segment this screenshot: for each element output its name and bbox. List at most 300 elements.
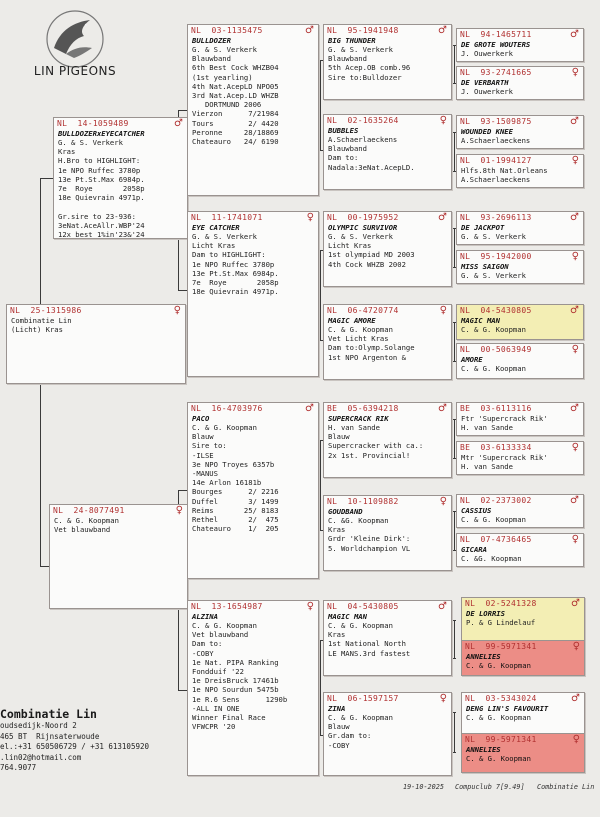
card-line: 3e NPO Troyes 6357b: [192, 459, 275, 469]
card-line: VFWCPR '20: [192, 722, 236, 732]
ring-number: [191, 213, 263, 223]
card-line: -COBY: [192, 648, 214, 658]
card-line: C. & G. Koopman: [466, 713, 531, 722]
bird-name: BUBBLES: [328, 126, 359, 135]
bird-name: OLYMPIC SURVIVOR: [328, 223, 398, 232]
bird-name: MISS SAIGON: [461, 262, 509, 271]
ring-id: 06-4720774: [347, 306, 399, 315]
card-line: Blauw: [328, 722, 350, 732]
bird-name: BULLDOZER: [192, 36, 231, 45]
connector-line: [452, 712, 456, 713]
card-line: Licht Kras: [328, 241, 372, 251]
card-line: G. & S. Verkerk: [328, 232, 393, 241]
pedigree-card[interactable]: [461, 733, 585, 773]
ring-number: [465, 599, 537, 609]
ring-id: 03-6113116: [480, 404, 532, 413]
pedigree-card[interactable]: [187, 211, 319, 377]
pedigree-card[interactable]: [323, 114, 452, 190]
ring-id: 03-1135475: [211, 26, 263, 35]
pedigree-card[interactable]: [187, 402, 319, 579]
connector-line: [454, 511, 455, 550]
card-line: Combinatie Lin: [11, 316, 72, 325]
female-icon: ♀: [175, 505, 183, 516]
card-line: LE MANS.3rd fastest: [328, 648, 411, 658]
ring-number: [460, 404, 532, 414]
card-line: Gr.sire to 23-936:: [58, 211, 136, 221]
card-header: [457, 495, 583, 506]
card-header: [462, 598, 584, 609]
female-icon: ♀: [572, 641, 580, 652]
card-line: 3eNat.AceAllr.WBP'24: [58, 220, 145, 230]
card-line: 4th Cock WHZB 2002: [328, 259, 406, 269]
connector-line: [452, 620, 456, 621]
card-line: C. & G. Koopman: [192, 621, 257, 630]
pedigree-card[interactable]: [456, 304, 584, 340]
card-line: Licht Kras: [192, 241, 236, 251]
country-code: BE: [460, 443, 471, 452]
ring-id: 02-5241328: [485, 599, 537, 608]
connector-line: [454, 322, 455, 361]
pedigree-card[interactable]: [456, 28, 584, 62]
card-line: 1st National North: [328, 639, 406, 649]
connector-line: [40, 178, 53, 179]
connector-line: [178, 290, 187, 291]
footer-owner: Combinatie Lin: [537, 783, 595, 791]
bird-name: MAGIC MAN: [328, 612, 367, 621]
card-line: Hlfs.8th Nat.Orleans: [461, 166, 548, 175]
card-header: [462, 734, 584, 745]
ring-id: 02-1635264: [347, 116, 399, 125]
card-header: [324, 115, 451, 126]
ring-number: [460, 496, 532, 506]
card-line: Fondduif '22: [192, 667, 244, 677]
female-icon: ♀: [439, 115, 447, 126]
country-code: NL: [465, 694, 476, 703]
bird-name: BIG THUNDER: [328, 36, 376, 45]
female-icon: ♀: [439, 693, 447, 704]
card-line: 1e DreisBruck 17461b: [192, 676, 279, 686]
ring-number: [327, 116, 399, 126]
pedigree-card[interactable]: [323, 495, 452, 571]
female-icon: ♀: [306, 212, 314, 223]
connector-line: [454, 228, 455, 267]
card-line: 14e Arlon 16181b: [192, 478, 262, 488]
card-line: Bourges 2/ 2216: [192, 487, 279, 497]
card-header: [324, 496, 451, 507]
card-header: [457, 403, 583, 414]
pedigree-card[interactable]: [53, 117, 188, 239]
card-line: Duffel 3/ 1499: [192, 496, 279, 506]
country-code: NL: [327, 306, 338, 315]
card-line: 1e NPO Ruffec 3780p: [58, 165, 141, 175]
country-code: NL: [460, 30, 471, 39]
female-icon: ♀: [571, 442, 579, 453]
card-line: 13e Pt.St.Max 6984p.: [58, 174, 145, 184]
connector-line: [178, 490, 187, 491]
ring-number: [460, 30, 532, 40]
card-line: 7e Roye 2058p: [58, 184, 145, 194]
bird-name: ANNELIES: [466, 652, 501, 661]
country-code: NL: [327, 26, 338, 35]
bird-name: WOUNDED KNEE: [461, 127, 513, 136]
card-line: 18e Quievrain 4971p.: [192, 287, 279, 297]
ring-number: [53, 506, 125, 516]
pedigree-card[interactable]: [187, 600, 319, 776]
pedigree-card[interactable]: [461, 640, 585, 676]
card-header: [324, 305, 451, 316]
ring-number: [327, 497, 399, 507]
card-line: A.Schaerlaeckens: [461, 175, 531, 185]
owner-line: .lin02@hotmail.com: [0, 752, 82, 762]
card-line: Kras: [328, 630, 346, 640]
card-line: Dam to HIGHLIGHT:: [192, 250, 266, 260]
card-line: C. & G. Koopman: [461, 364, 526, 373]
male-icon: ♂: [438, 601, 447, 612]
card-header: [7, 305, 185, 316]
bird-name: DE VERBARTH: [461, 78, 509, 87]
card-header: [188, 25, 318, 36]
ring-number: [460, 117, 532, 127]
card-line: 13e Pt.St.Max 6984p.: [192, 268, 279, 278]
card-header: [457, 442, 583, 453]
card-line: C. & G. Koopman: [461, 325, 526, 334]
pedigree-card[interactable]: [323, 24, 452, 100]
male-icon: ♂: [438, 403, 447, 414]
card-line: -COBY: [328, 740, 350, 750]
card-line: C. & G. Koopman: [466, 754, 531, 763]
pigeon-icon: [30, 8, 120, 70]
ring-id: 07-4736465: [480, 535, 532, 544]
ring-number: [327, 602, 399, 612]
owner-line: 465 BT Rijnsaterwoude: [0, 731, 100, 741]
pedigree-card[interactable]: [323, 402, 452, 478]
female-icon: ♀: [572, 734, 580, 745]
female-icon: ♀: [306, 601, 314, 612]
card-line: 6th Best Cock WHZB04: [192, 63, 279, 73]
card-line: H. van Sande: [461, 462, 513, 472]
ring-id: 95-1942000: [480, 252, 532, 261]
ring-id: 14-1059489: [77, 119, 129, 128]
card-line: 7e Roye 2058p: [192, 278, 279, 288]
card-line: 1e NPO Ruffec 3780p: [192, 259, 275, 269]
pedigree-card[interactable]: [456, 66, 584, 100]
connector-line: [452, 658, 456, 659]
connector-line: [454, 45, 455, 83]
pedigree-card[interactable]: [49, 504, 188, 609]
connector-line: [320, 60, 321, 150]
country-code: NL: [53, 506, 64, 515]
ring-id: 99-5971341: [485, 642, 537, 651]
ring-number: [327, 213, 399, 223]
ring-number: [460, 213, 532, 223]
country-code: NL: [460, 252, 471, 261]
male-icon: ♂: [570, 403, 579, 414]
pedigree-card[interactable]: [456, 115, 584, 149]
card-line: C. & G. Koopman: [328, 325, 393, 334]
bird-name: DENG LIN'S FAVOURIT: [466, 704, 549, 713]
male-icon: ♂: [570, 212, 579, 223]
ring-id: 93-2741665: [480, 68, 532, 77]
card-line: Dam to:Olymp.Solange: [328, 343, 415, 353]
card-header: [462, 693, 584, 704]
pedigree-card[interactable]: [456, 533, 584, 567]
ring-number: [10, 306, 82, 316]
card-line: Vet Licht Kras: [328, 334, 389, 344]
ring-id: 01-1994127: [480, 156, 532, 165]
country-code: NL: [327, 602, 338, 611]
female-icon: ♀: [173, 305, 181, 316]
pedigree-card[interactable]: [456, 154, 584, 188]
bird-name: ANNELIES: [466, 745, 501, 754]
connector-line: [40, 566, 49, 567]
owner-line: 764.9077: [0, 763, 37, 773]
bird-name: SUPERCRACK RIK: [328, 414, 389, 423]
owner-line: el.:+31 650506729 / +31 613105920: [0, 742, 150, 752]
pedigree-card[interactable]: [323, 211, 452, 287]
pedigree-card[interactable]: [323, 692, 452, 776]
connector-line: [454, 620, 455, 658]
ring-number: [327, 694, 399, 704]
female-icon: ♀: [571, 155, 579, 166]
country-code: NL: [465, 735, 476, 744]
card-line: Blauwband: [192, 54, 231, 64]
bird-name: GOUDBAND: [328, 507, 363, 516]
country-code: NL: [57, 119, 68, 128]
country-code: NL: [460, 117, 471, 126]
ring-id: 24-8077491: [73, 506, 125, 515]
bird-name: ZINA: [328, 704, 346, 713]
card-line: Vet blauwband: [54, 525, 111, 535]
connector-line: [320, 440, 321, 530]
ring-id: 02-2373002: [480, 496, 532, 505]
ring-number: [327, 26, 399, 36]
card-line: G. & S. Verkerk: [192, 45, 257, 54]
connector-line: [454, 132, 455, 171]
pedigree-card[interactable]: [456, 211, 584, 245]
ring-number: [460, 68, 532, 78]
ring-id: 03-6133334: [480, 443, 532, 452]
male-icon: ♂: [570, 495, 579, 506]
female-icon: ♀: [439, 305, 447, 316]
card-line: C. & G. Koopman: [328, 713, 393, 722]
card-line: Peronne 28/18869: [192, 127, 279, 137]
connector-line: [320, 250, 321, 340]
card-line: 1st olympiad MD 2003: [328, 250, 415, 260]
card-header: [457, 116, 583, 127]
male-icon: ♂: [571, 693, 580, 704]
card-header: [462, 641, 584, 652]
bird-name: MAGIC MAN: [461, 316, 500, 325]
card-line: Vierzon 7/21984: [192, 109, 279, 119]
card-line: Blauwband: [328, 54, 367, 64]
ring-id: 93-1509875: [480, 117, 532, 126]
card-header: [324, 601, 451, 612]
owner-line: oudsedijk-Noord 2: [0, 721, 77, 730]
male-icon: ♂: [174, 118, 183, 129]
card-line: Mtr 'Supercrack Rik': [461, 453, 548, 462]
country-code: NL: [327, 116, 338, 125]
pedigree-card[interactable]: [323, 304, 452, 380]
ring-number: [191, 602, 263, 612]
female-icon: ♀: [439, 496, 447, 507]
ring-id: 10-1109882: [347, 497, 399, 506]
card-line: J. Ouwerkerk: [461, 87, 513, 96]
ring-id: 13-1654987: [211, 602, 263, 611]
card-line: 1e NPO Sourdun 5475b: [192, 685, 279, 695]
card-line: Blauwband: [328, 144, 367, 154]
ring-number: [460, 345, 532, 355]
bird-name: CASSIUS: [461, 506, 492, 515]
card-line: C. & G. Koopman: [192, 423, 257, 432]
country-code: BE: [327, 404, 338, 413]
card-line: -MANUS: [192, 469, 218, 479]
country-code: NL: [327, 213, 338, 222]
ring-id: 16-4703976: [211, 404, 263, 413]
bird-name: EYE CATCHER: [192, 223, 240, 232]
card-line: 4th Nat.AcepLD NPO05: [192, 81, 279, 91]
owner-info: [0, 707, 190, 774]
card-line: Sire to:Bulldozer: [328, 72, 402, 82]
bird-name: BULLDOZERxEYECATCHER: [58, 129, 145, 138]
card-line: 12x best 1%in'23&'24: [58, 230, 145, 239]
pedigree-card[interactable]: [461, 692, 585, 734]
card-header: [457, 344, 583, 355]
card-line: Tours 2/ 4420: [192, 118, 279, 128]
card-header: [50, 505, 187, 516]
pedigree-card[interactable]: [6, 304, 186, 384]
ring-number: [465, 642, 537, 652]
card-line: Winner Final Race: [192, 713, 266, 723]
pedigree-card[interactable]: [323, 600, 452, 676]
ring-number: [460, 306, 532, 316]
country-code: NL: [460, 213, 471, 222]
card-line: C. & G. Koopman: [328, 621, 393, 630]
card-line: G. & S. Verkerk: [461, 232, 526, 241]
male-icon: ♂: [570, 29, 579, 40]
card-line: Gr.dam to:: [328, 731, 372, 741]
card-header: [457, 29, 583, 40]
ring-number: [465, 735, 537, 745]
card-line: A.Schaerlaeckens: [328, 135, 398, 144]
pedigree-card[interactable]: [456, 494, 584, 528]
connector-line: [452, 752, 456, 753]
footer-date: 19-10-2025: [403, 783, 444, 791]
female-icon: ♀: [571, 534, 579, 545]
card-line: G. & S. Verkerk: [58, 138, 123, 147]
card-line: H. van Sande: [328, 423, 380, 432]
card-line: Ftr 'Supercrack Rik': [461, 414, 548, 423]
card-line: P. & G Lindelauf: [466, 618, 536, 627]
pedigree-card[interactable]: [456, 441, 584, 475]
female-icon: ♀: [571, 344, 579, 355]
card-header: [324, 403, 451, 414]
male-icon: ♂: [305, 403, 314, 414]
ring-id: 00-1975952: [347, 213, 399, 222]
card-line: Kras: [58, 147, 76, 157]
male-icon: ♂: [438, 212, 447, 223]
pedigree-card[interactable]: [456, 402, 584, 436]
bird-name: DE LORRIS: [466, 609, 505, 618]
card-line: 1e Nat. PIPA Ranking: [192, 657, 279, 667]
ring-id: 94-1465711: [480, 30, 532, 39]
ring-number: [191, 26, 263, 36]
bird-name: AMORE: [461, 355, 483, 364]
country-code: NL: [460, 345, 471, 354]
card-line: Grdr 'Kleine Dirk':: [328, 534, 411, 544]
ring-id: 05-6394218: [347, 404, 399, 413]
bird-name: DE GROTE WOUTERS: [461, 40, 531, 49]
female-icon: ♀: [571, 251, 579, 262]
bird-name: GICARA: [461, 545, 487, 554]
connector-line: [454, 712, 455, 752]
card-header: [188, 212, 318, 223]
card-line: J. Ouwerkerk: [461, 49, 513, 58]
ring-id: 25-1315986: [30, 306, 82, 315]
male-icon: ♂: [570, 116, 579, 127]
pedigree-card[interactable]: [456, 343, 584, 379]
card-line: DORTMUND 2006: [192, 100, 262, 110]
country-code: NL: [191, 213, 202, 222]
card-line: Reims 25/ 8183: [192, 505, 279, 515]
ring-number: [460, 535, 532, 545]
bird-name: PACO: [192, 414, 210, 423]
country-code: NL: [10, 306, 21, 315]
card-line: (Licht) Kras: [11, 325, 63, 335]
card-line: 2x 1st. Provincial!: [328, 450, 411, 460]
owner-name: Combinatie Lin: [0, 707, 97, 721]
male-icon: ♂: [570, 305, 579, 316]
card-line: C. & G. Koopman: [461, 515, 526, 524]
card-line: -ALL IN ONE: [192, 703, 240, 713]
ring-number: [460, 443, 532, 453]
card-line: Blauw: [192, 432, 214, 442]
country-code: NL: [327, 694, 338, 703]
ring-number: [327, 306, 399, 316]
connector-line: [320, 640, 321, 735]
ring-id: 06-1597157: [347, 694, 399, 703]
card-line: 5. Worldchampion VL: [328, 543, 411, 553]
male-icon: ♂: [438, 25, 447, 36]
ring-id: 00-5063949: [480, 345, 532, 354]
pedigree-card[interactable]: [456, 250, 584, 284]
male-icon: ♂: [305, 25, 314, 36]
card-line: C. &G. Koopman: [328, 516, 389, 525]
connector-line: [178, 110, 187, 111]
pedigree-card[interactable]: [187, 24, 319, 196]
country-code: NL: [327, 497, 338, 506]
bird-name: DE JACKPOT: [461, 223, 505, 232]
ring-id: 11-1741071: [211, 213, 263, 222]
card-header: [457, 67, 583, 78]
ring-id: 99-5971341: [485, 735, 537, 744]
card-header: [324, 693, 451, 704]
card-line: 5th Acep.OB comb.96: [328, 63, 411, 73]
card-line: Chateauro 1/ 205: [192, 524, 279, 534]
ring-number: [57, 119, 129, 129]
card-line: Dam to:: [328, 153, 359, 163]
connector-line: [178, 690, 187, 691]
country-code: NL: [465, 599, 476, 608]
female-icon: ♀: [571, 67, 579, 78]
card-header: [457, 534, 583, 545]
ring-number: [191, 404, 263, 414]
ring-number: [460, 252, 532, 262]
card-header: [188, 403, 318, 414]
card-line: H. van Sande: [461, 423, 513, 433]
country-code: NL: [460, 68, 471, 77]
bird-name: MAGIC AMORE: [328, 316, 376, 325]
card-header: [324, 25, 451, 36]
